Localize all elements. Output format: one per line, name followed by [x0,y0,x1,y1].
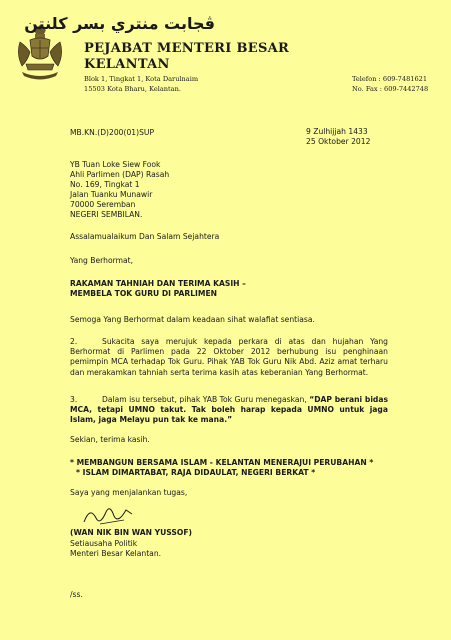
motto-line2: * ISLAM DIMARTABAT, RAJA DIDAULAT, NEGERI BERKAT * [76,468,316,477]
subject-line1: RAKAMAN TAHNIAH DAN TERIMA KASIH – [70,279,246,288]
reference-number: MB.KN.(D)200(01)SUP [70,128,155,137]
closing-thanks: Sekian, terima kasih. [70,435,150,444]
recipient-line: Jalan Tuanku Munawir [70,190,153,199]
paragraph-3 [70,395,388,426]
paragraph-number: 2. [70,337,78,346]
sign-off: Saya yang menjalankan tugas, [70,488,188,497]
address-line2: 15503 Kota Bharu, Kelantan. [84,85,181,93]
paragraph-3-text: Dalam isu tersebut, pihak YAB Tok Guru menegaskan, [102,395,307,404]
typist-initials: /ss. [70,590,83,599]
greeting: Assalamualaikum Dan Salam Sejahtera [70,232,220,241]
salutation: Yang Berhormat, [70,256,134,265]
date-gregorian: 25 Oktober 2012 [306,137,371,146]
address-line1: Blok 1, Tingkat 1, Kota Darulnaim [84,75,199,83]
tok-guru-quote: “DAP berani bidas MCA, tetapi UMNO takut. Tak boleh harap kepada UMNO untuk jaga Islam, jaga Melayu pun tak ke mana.” [70,395,388,425]
phone-number: Telefon : 609-7481621 [352,75,428,83]
paragraph-number: 3. [70,395,78,404]
signer-title1: Setiausaha Politik [70,539,138,548]
recipient-line: Ahli Parlimen (DAP) Rasah [70,170,170,179]
opening-paragraph: Semoga Yang Berhormat dalam keadaan sihat walafiat sentiasa. [70,315,315,324]
recipient-line: NEGERI SEMBILAN. [70,210,143,219]
paragraph-2: Sukacita saya merujuk kepada perkara di atas dan hujahan Yang Berhormat di Parlimen pada 22 Oktober 2012 berhubung isu penghinaan pemimpin MCA terhadap Tok Guru. Pihak YAB Tok Guru Nik Abd. Aziz amat terharu dan merakamkan tahniah serta terima kasih atas keberanian Yang Berhormat. [70,337,388,377]
recipient-line: No. 169, Tingkat 1 [70,180,140,189]
office-name-line2: KELANTAN [84,57,170,72]
signer-title2: Menteri Besar Kelantan. [70,549,162,558]
signer-name: (WAN NIK BIN WAN YUSSOF) [70,528,192,537]
date-hijri: 9 Zulhijjah 1433 [306,127,368,136]
subject-line2: MEMBELA TOK GURU DI PARLIMEN [70,289,217,298]
recipient-line: 70000 Seremban [70,200,136,209]
jawi-office-name: ڤجابت منتري بسر كلنتن [24,14,215,33]
signature-mark [80,500,140,530]
fax-number: No. Fax : 609-7442748 [352,85,429,93]
recipient-line: YB Tuan Loke Siew Fook [70,160,161,169]
office-name-line1: PEJABAT MENTERI BESAR [84,41,290,56]
state-crest-logo [12,24,68,84]
motto-line1: * MEMBANGUN BERSAMA ISLAM - KELANTAN MENERAJUI PERUBAHAN * [70,458,374,467]
